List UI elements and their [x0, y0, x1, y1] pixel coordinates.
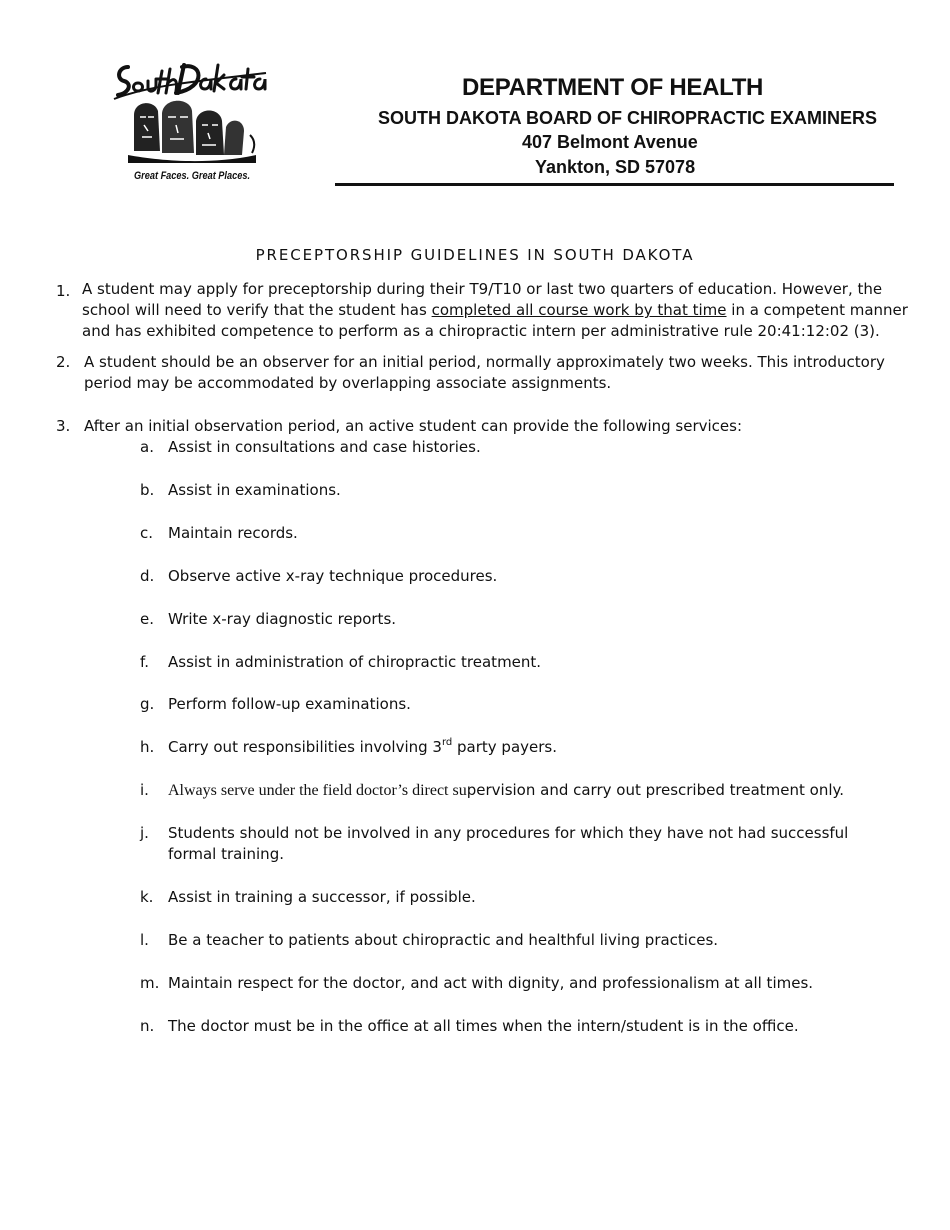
text-run: school will need to verify that the student has [82, 301, 432, 319]
item-letter: a. [140, 438, 154, 456]
text-run: in a competent manner [726, 301, 908, 319]
south-dakota-logo [110, 55, 270, 185]
list-item: Write x-ray diagnostic reports. [168, 610, 397, 628]
item-letter: l. [140, 931, 149, 949]
list-item: Assist in training a successor, if possible. [168, 888, 476, 906]
paragraph-line [82, 300, 908, 321]
text-run: party payers. [452, 738, 557, 756]
item-line: formal training. [168, 845, 284, 863]
superscript: rd [441, 737, 453, 748]
list-item: Maintain respect for the doctor, and act with dignity, and professionalism at all times. [168, 974, 814, 992]
item-letter: e. [140, 610, 154, 628]
logo-slogan: Great Faces. Great Places. [134, 170, 250, 182]
item-letter: f. [140, 653, 149, 671]
board-name: SOUTH DAKOTA BOARD OF CHIROPRACTIC EXAMINERS [378, 108, 877, 128]
list-item: Observe active x-ray technique procedures. [168, 567, 498, 585]
item-letter: n. [140, 1017, 155, 1035]
list-item: Perform follow-up examinations. [168, 695, 411, 713]
page-title: PRECEPTORSHIP GUIDELINES IN SOUTH DAKOTA [255, 246, 695, 264]
item-line: Students should not be involved in any procedures for which they have not had successful [168, 824, 849, 842]
list-item [168, 737, 557, 758]
list-item: Assist in examinations. [168, 481, 341, 499]
logo-wordmark [114, 65, 266, 99]
item-letter: c. [140, 524, 154, 542]
item-letter: k. [140, 888, 154, 906]
paragraph-line: A student should be an observer for an initial period, normally approximately two weeks. This introductory [84, 353, 885, 371]
item-letter: d. [140, 567, 155, 585]
list-item: The doctor must be in the office at all times when the intern/student is in the office. [168, 1017, 799, 1035]
item-letter: i. [140, 781, 149, 799]
list-item: Be a teacher to patients about chiropractic and healthful living practices. [168, 931, 719, 949]
item-letter: j. [140, 824, 149, 842]
paragraph-line: and has exhibited competence to perform as a chiropractic intern per administrative rule 20:41:12:02 (3). [82, 322, 880, 340]
list-item [168, 780, 844, 801]
item-letter: h. [140, 738, 155, 756]
paragraph-line: period may be accommodated by overlapping associate assignments. [84, 374, 612, 392]
paragraph-1 [82, 279, 908, 342]
item-letter: g. [140, 695, 155, 713]
paragraph-number: 3. [56, 417, 71, 435]
text-run: Carry out responsibilities involving 3 [168, 738, 442, 756]
department-title: DEPARTMENT OF HEALTH [462, 74, 764, 101]
city-address: Yankton, SD 57078 [535, 157, 696, 177]
underlined-text: completed all course work by that time [431, 301, 727, 319]
paragraph-number: 2. [56, 353, 71, 371]
header-divider [335, 183, 894, 186]
list-item: Assist in administration of chiropractic treatment. [168, 653, 542, 671]
list-item [168, 823, 848, 865]
list-item: Maintain records. [168, 524, 298, 542]
paragraph-3: After an initial observation period, an active student can provide the following services: [84, 417, 743, 435]
text-run: pervision and carry out prescribed treatment only. [466, 781, 845, 799]
paragraph-2 [84, 352, 885, 394]
list-item: Assist in consultations and case histories. [168, 438, 481, 456]
mount-rushmore-icon [128, 101, 256, 163]
paragraph-number: 1. [56, 282, 71, 300]
item-letter: m. [140, 974, 160, 992]
paragraph-line: A student may apply for preceptorship during their T9/T10 or last two quarters of education. However, the [82, 280, 883, 298]
street-address: 407 Belmont Avenue [522, 132, 698, 152]
item-letter: b. [140, 481, 155, 499]
text-run: Always serve under the field doctor’s direct su [168, 782, 467, 799]
